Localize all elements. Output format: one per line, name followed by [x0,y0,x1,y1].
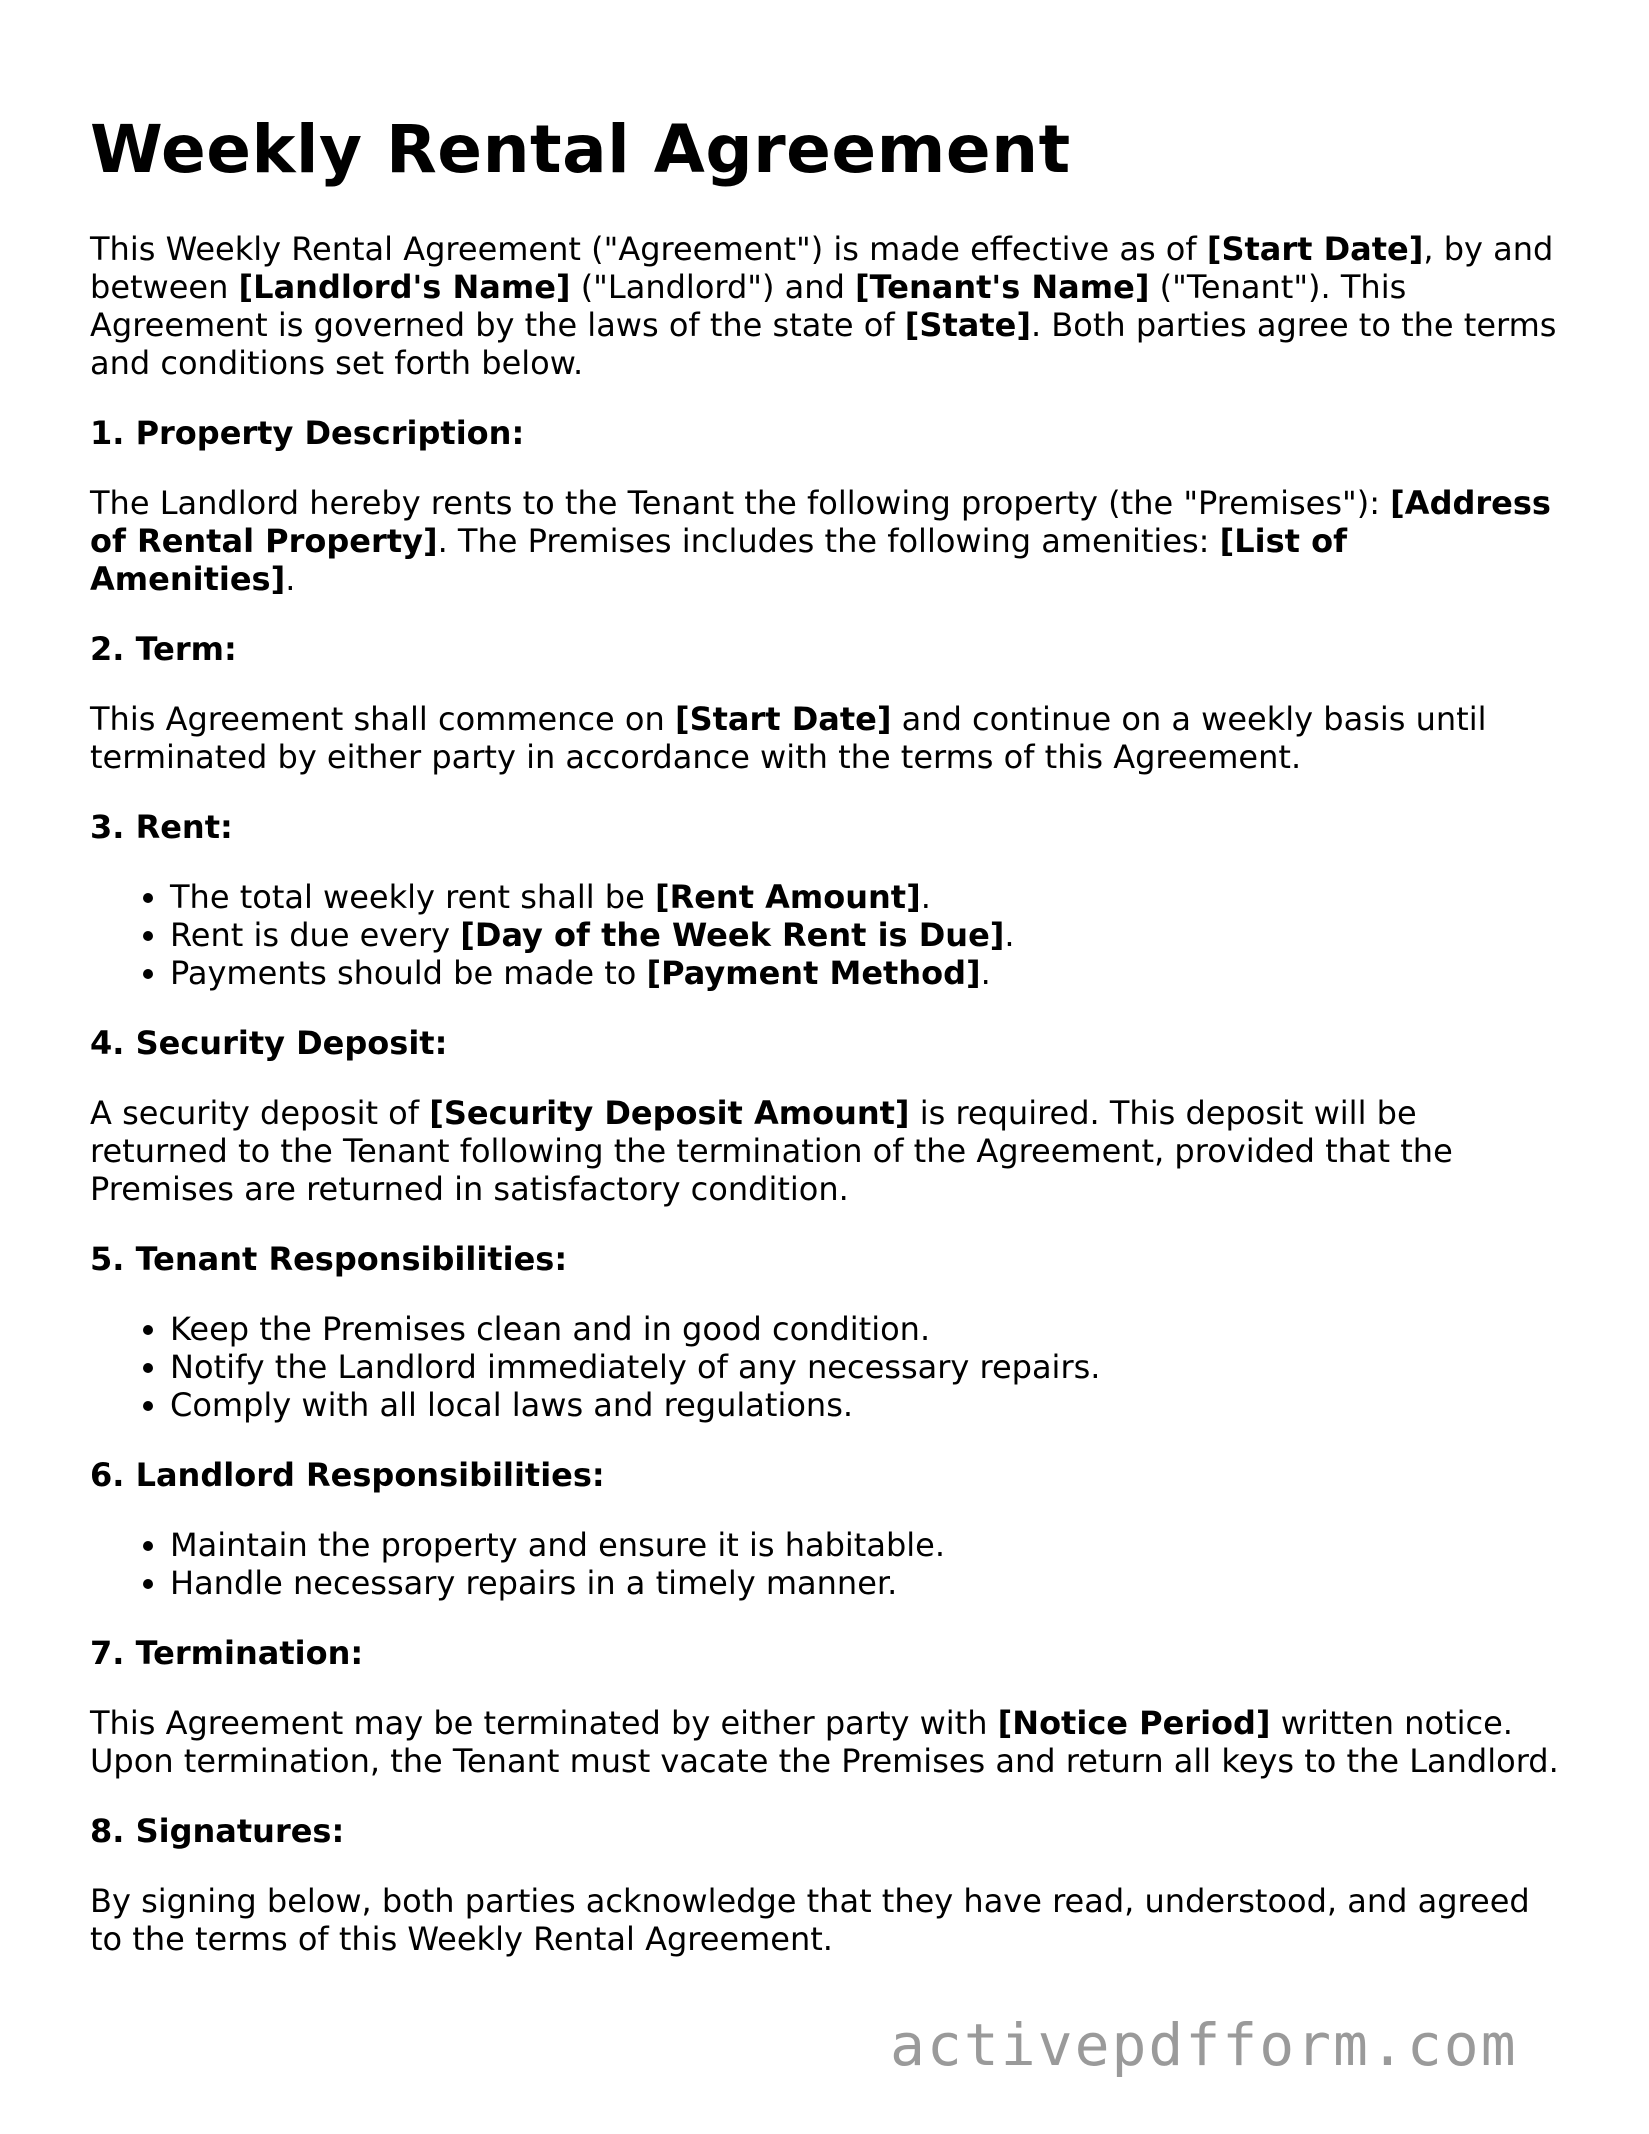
intro-text: This Weekly Rental Agreement ("Agreement") is made effective as of [90,230,1207,268]
tenant-name-placeholder: [Tenant's Name] [855,268,1150,306]
rent-amount-placeholder: [Rent Amount] [654,878,921,916]
intro-paragraph [90,230,1560,382]
list-item: • Keep the Premises clean and in good condition. [170,1310,1560,1348]
payment-method-placeholder: [Payment Method] [646,954,981,992]
landlord-name-placeholder: [Landlord's Name] [238,268,571,306]
due-day-placeholder: [Day of the Week Rent is Due] [460,916,1005,954]
section-heading-tenant: 5. Tenant Responsibilities: [90,1240,568,1278]
term-text: and continue on a weekly basis until terminated by either party in accordance with the terms of this Agreement. [90,700,1487,776]
list-item-text: . [980,954,991,992]
list-item: • Notify the Landlord immediately of any necessary repairs. [170,1348,1560,1386]
list-item-text: Payments should be made to [170,954,647,992]
term-text: This Agreement shall commence on [90,700,675,738]
address-placeholder: [Address of Rental Property] [90,484,1551,560]
landlord-responsibilities-list [90,1526,1560,1602]
property-text: . The Premises includes the following amenities: [437,522,1220,560]
term-paragraph [90,700,1560,776]
intro-text: ("Landlord") and [570,268,856,306]
deposit-amount-placeholder: [Security Deposit Amount] [429,1094,910,1132]
intro-text: , by and between [90,230,1554,306]
section-heading-deposit: 4. Security Deposit: [90,1024,448,1062]
property-text: . [285,560,296,598]
start-date-placeholder: [Start Date] [1206,230,1424,268]
section-heading-rent: 3. Rent: [90,808,233,846]
deposit-paragraph [90,1094,1560,1208]
list-item-text: The total weekly rent shall be [170,878,655,916]
list-item: • Maintain the property and ensure it is habitable. [170,1526,1560,1564]
list-item [170,916,1560,954]
intro-text: ("Tenant"). This Agreement is governed by the laws of the state of [90,268,1407,344]
termination-text: This Agreement may be terminated by either party with [90,1704,998,1742]
signatures-paragraph: By signing below, both parties acknowledge that they have read, understood, and agreed to the terms of this Weekly Rental Agreement. [90,1882,1530,1958]
deposit-text: is required. This deposit will be returned to the Tenant following the termination of the Agreement, provided that the Premises are returned in satisfactory condition. [90,1094,1453,1208]
termination-text: written notice. Upon termination, the Tenant must vacate the Premises and return all keys to the Landlord. [90,1704,1559,1780]
list-item [170,878,1560,916]
document-title: Weekly Rental Agreement [90,111,1071,188]
list-item [170,954,1560,992]
rent-list [90,878,1560,992]
section-heading-signatures: 8. Signatures: [90,1812,345,1850]
notice-period-placeholder: [Notice Period] [997,1704,1271,1742]
list-item: • Handle necessary repairs in a timely manner. [170,1564,1560,1602]
list-item-text: Rent is due every [170,916,461,954]
tenant-responsibilities-list [90,1310,1560,1424]
state-placeholder: [State] [904,306,1031,344]
section-heading-term: 2. Term: [90,630,237,668]
watermark: activepdfform.com [890,2011,1518,2079]
section-heading-property: 1. Property Description: [90,414,525,452]
start-date-placeholder: [Start Date] [674,700,892,738]
termination-paragraph [90,1704,1560,1780]
list-item-text: . [1004,916,1015,954]
section-heading-landlord: 6. Landlord Responsibilities: [90,1456,605,1494]
section-heading-termination: 7. Termination: [90,1634,364,1672]
amenities-placeholder: [List of Amenities] [90,522,1347,598]
property-text: The Landlord hereby rents to the Tenant the following property (the "Premises"): [90,484,1391,522]
property-paragraph [90,484,1560,598]
list-item-text: . [920,878,931,916]
intro-text: . Both parties agree to the terms and conditions set forth below. [90,306,1557,382]
list-item: • Comply with all local laws and regulations. [170,1386,1560,1424]
document-page [90,110,1560,1990]
deposit-text: A security deposit of [90,1094,430,1132]
